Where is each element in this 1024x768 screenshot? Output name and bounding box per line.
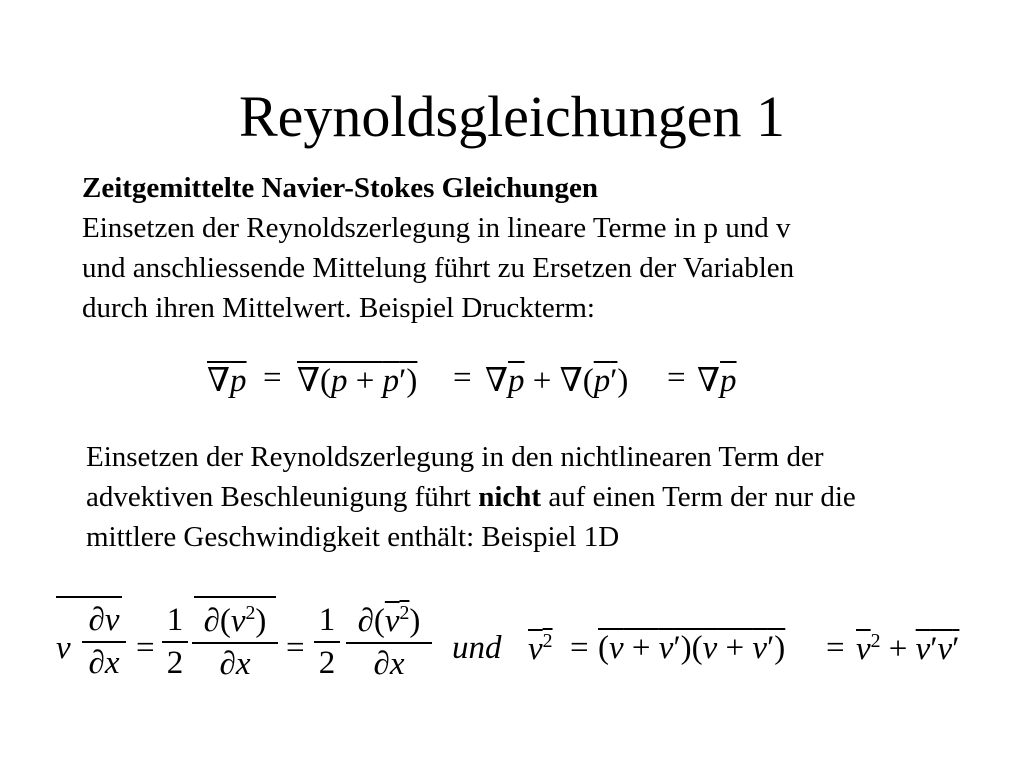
pressure-term-equation — [207, 346, 767, 416]
eq2-overline-1 — [56, 596, 122, 598]
eq1-term-2: ∇(p + p′) — [297, 363, 418, 399]
eq2-overline-2 — [194, 596, 276, 598]
eq2-equals-4: = — [826, 630, 845, 666]
section-2-line-1: Einsetzen der Reynoldszerlegung in den nichtlinearen Term der — [86, 441, 824, 473]
eq1-lhs: ∇p — [207, 363, 247, 399]
eq2-half-2: $\frac{1}{2}$ — [314, 602, 340, 682]
section-2-line-2: advektiven Beschleunigung führt nicht auf einen Term der nur die — [86, 481, 856, 513]
eq1-term-3: $\nabla\overline{p} + \nabla(p')$ — [485, 363, 629, 399]
section-1-line-3: durch ihren Mittelwert. Beispiel Druckterm: — [82, 292, 595, 324]
eq2-connector-und: und — [452, 630, 502, 666]
eq1-equals-2: = — [453, 360, 472, 396]
eq2-half-1: $\frac{1}{2}$ — [162, 602, 188, 682]
section-2-line-3: mittlere Geschwindigkeit enthält: Beispiel 1D — [86, 521, 620, 553]
eq2-equals-2: = — [286, 630, 305, 666]
eq1-equals-3: = — [667, 360, 686, 396]
eq1-equals-1: = — [263, 360, 282, 396]
eq2-fraction-dv2dx-1: $\frac{\partial(v^2)}{\partial x}$ — [192, 602, 278, 683]
section-1-line-2: und anschliessende Mittelung führt zu Ersetzen der Variablen — [82, 252, 795, 284]
eq2-fraction-dv2dx-2: $\frac{\partial(v^2)}{\partial x}$ — [346, 602, 432, 683]
eq2-v: v — [56, 630, 71, 666]
eq2-equals-3: = — [570, 630, 589, 666]
eq2-result: $\overline{v}^2 + v'v'$ — [856, 630, 960, 667]
eq1-rhs: $\nabla\overline{p}$ — [697, 363, 737, 399]
emphasis-nicht: nicht — [478, 481, 542, 513]
eq2-product: (v + v′)(v + v′) — [598, 630, 786, 666]
section-1-heading: Zeitgemittelte Navier-Stokes Gleichungen — [82, 172, 598, 204]
eq2-mean-v-squared: $v^2$ — [528, 630, 553, 667]
eq2-fraction-dvdx: $\frac{\partial v}{\partial x}$ — [82, 602, 126, 682]
slide-title: Reynoldsgleichungen 1 — [238, 84, 786, 149]
section-2 — [86, 437, 856, 557]
section-1 — [82, 168, 794, 328]
advective-term-equation — [56, 586, 1001, 706]
section-1-line-1: Einsetzen der Reynoldszerlegung in lineare Terme in p und v — [82, 212, 791, 244]
eq2-equals-1: = — [136, 630, 155, 666]
